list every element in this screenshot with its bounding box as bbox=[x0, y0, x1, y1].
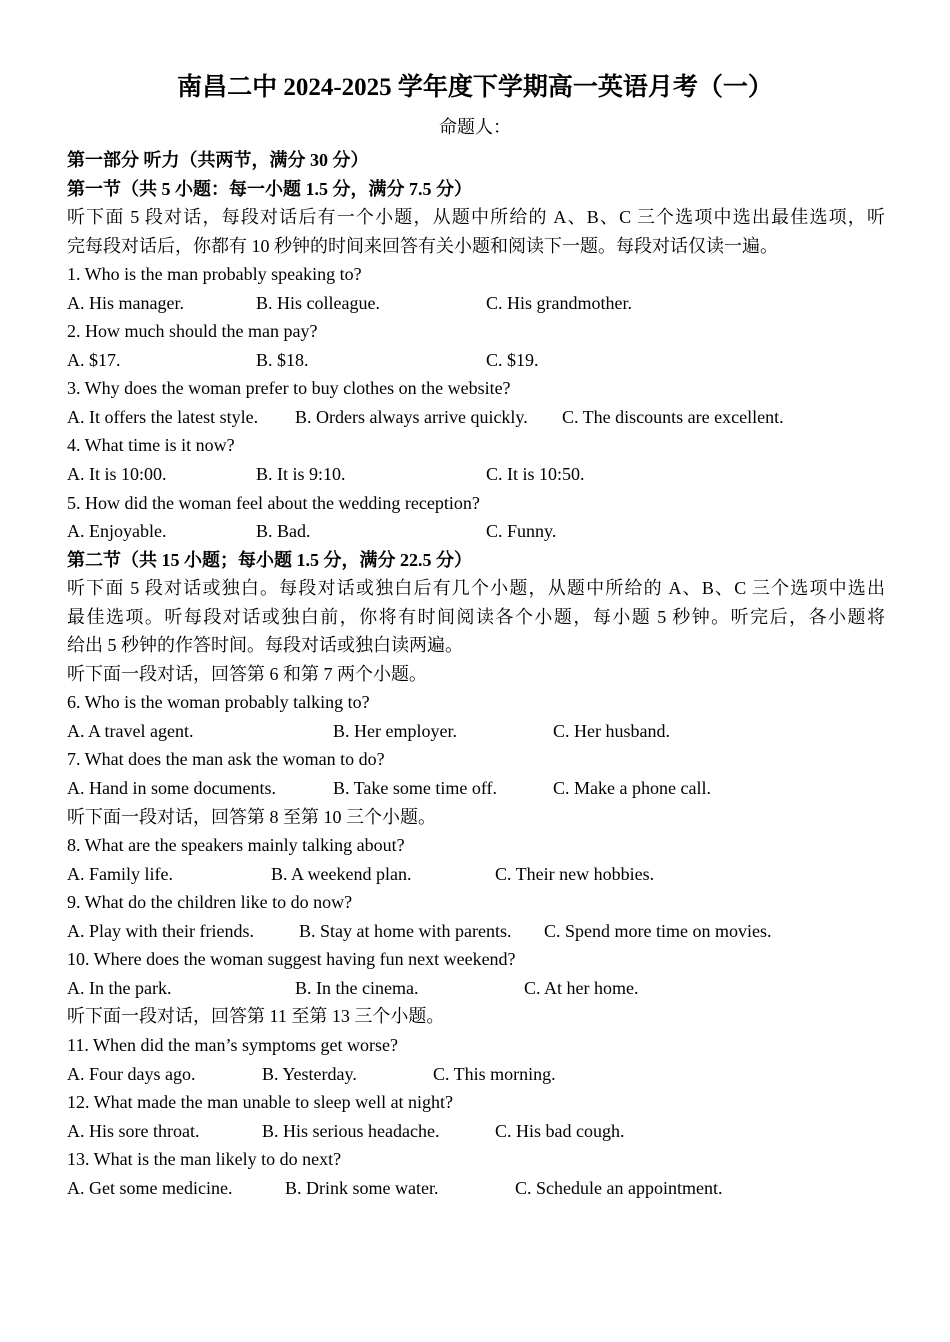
option-c: C. Funny. bbox=[486, 521, 557, 542]
option-b: B. Yesterday. bbox=[262, 1063, 357, 1084]
option-b: B. His serious headache. bbox=[262, 1120, 440, 1141]
question-stem: 2. How much should the man pay? bbox=[67, 321, 318, 342]
section1-instruction-line: 听下面 5 段对话，每段对话后有一个小题，从题中所给的 A、B、C 三个选项中选出最佳选项，听 bbox=[67, 207, 885, 228]
question-stem: 1. Who is the man probably speaking to? bbox=[67, 264, 362, 285]
question-stem: 7. What does the man ask the woman to do? bbox=[67, 749, 385, 770]
option-b: B. Her employer. bbox=[333, 720, 457, 741]
question-stem: 4. What time is it now? bbox=[67, 435, 235, 456]
option-b: B. His colleague. bbox=[256, 292, 380, 313]
question-stem: 9. What do the children like to do now? bbox=[67, 892, 353, 913]
option-c: C. $19. bbox=[486, 349, 539, 370]
exam-body bbox=[67, 146, 885, 1202]
section2-instruction-line: 听下面 5 段对话或独白。每段对话或独白后有几个小题，从题中所给的 A、B、C 三个选项中选出 bbox=[67, 578, 885, 599]
question-options bbox=[67, 1060, 885, 1089]
option-c: C. His grandmother. bbox=[486, 292, 632, 313]
option-b: B. It is 9:10. bbox=[256, 464, 346, 485]
question-stem: 11. When did the man’s symptoms get worse? bbox=[67, 1034, 398, 1055]
question-options bbox=[67, 346, 885, 375]
option-a: A. Get some medicine. bbox=[67, 1177, 233, 1198]
part1-heading: 第一部分 听力（共两节，满分 30 分） bbox=[67, 150, 369, 170]
option-c: C. His bad cough. bbox=[495, 1120, 625, 1141]
section1-heading: 第一节（共 5 小题：每一小题 1.5 分，满分 7.5 分） bbox=[67, 178, 472, 199]
question-stem: 8. What are the speakers mainly talking about? bbox=[67, 835, 405, 856]
question-options bbox=[67, 860, 885, 889]
question-options bbox=[67, 403, 885, 432]
option-a: A. Hand in some documents. bbox=[67, 778, 276, 799]
question-options bbox=[67, 974, 885, 1003]
question-options bbox=[67, 289, 885, 318]
option-a: A. His manager. bbox=[67, 292, 184, 313]
option-b: B. In the cinema. bbox=[295, 977, 419, 998]
page-title: 南昌二中 2024-2025 学年度下学期高一英语月考（一） bbox=[177, 74, 773, 101]
option-c: C. Spend more time on movies. bbox=[544, 920, 772, 941]
section2-instruction-line: 给出 5 秒钟的作答时间。每段对话或独白读两遍。 bbox=[67, 635, 463, 656]
question-options bbox=[67, 717, 885, 746]
section2-instruction-line: 最佳选项。听每段对话或独白前，你将有时间阅读各个小题，每小题 5 秒钟。听完后，各小题将 bbox=[67, 606, 885, 627]
option-c: C. This morning. bbox=[433, 1063, 556, 1084]
option-c: C. Her husband. bbox=[553, 720, 670, 741]
option-c: C. The discounts are excellent. bbox=[562, 406, 784, 427]
question-options bbox=[67, 774, 885, 803]
question-stem: 12. What made the man unable to sleep well at night? bbox=[67, 1092, 454, 1113]
question-options bbox=[67, 517, 885, 546]
section2-heading: 第二节（共 15 小题；每小题 1.5 分，满分 22.5 分） bbox=[67, 549, 472, 570]
option-a: A. It is 10:00. bbox=[67, 464, 167, 485]
option-a: A. Four days ago. bbox=[67, 1063, 196, 1084]
option-c: C. At her home. bbox=[524, 977, 639, 998]
option-b: B. $18. bbox=[256, 349, 309, 370]
question-options bbox=[67, 1174, 885, 1203]
option-b: B. Orders always arrive quickly. bbox=[295, 406, 528, 427]
option-b: B. Take some time off. bbox=[333, 778, 498, 799]
section1-instruction-line: 完每段对话后，你都有 10 秒钟的时间来回答有关小题和阅读下一题。每段对话仅读一遍。 bbox=[67, 235, 778, 256]
option-b: B. Drink some water. bbox=[285, 1177, 439, 1198]
option-a: A. In the park. bbox=[67, 977, 172, 998]
option-a: A. A travel agent. bbox=[67, 720, 194, 741]
option-b: B. Bad. bbox=[256, 521, 311, 542]
option-b: B. Stay at home with parents. bbox=[299, 920, 512, 941]
question-stem: 13. What is the man likely to do next? bbox=[67, 1149, 342, 1170]
question-options bbox=[67, 917, 885, 946]
option-a: A. His sore throat. bbox=[67, 1120, 200, 1141]
option-c: C. It is 10:50. bbox=[486, 464, 585, 485]
dialog-note: 听下面一段对话，回答第 8 至第 10 三个小题。 bbox=[67, 806, 436, 827]
option-a: A. $17. bbox=[67, 349, 121, 370]
option-a: A. Play with their friends. bbox=[67, 920, 254, 941]
option-a: A. Enjoyable. bbox=[67, 521, 167, 542]
question-stem: 10. Where does the woman suggest having fun next weekend? bbox=[67, 949, 516, 970]
question-stem: 3. Why does the woman prefer to buy clothes on the website? bbox=[67, 378, 511, 399]
question-stem: 5. How did the woman feel about the wedding reception? bbox=[67, 492, 480, 513]
option-a: A. It offers the latest style. bbox=[67, 406, 259, 427]
dialog-note: 听下面一段对话，回答第 11 至第 13 三个小题。 bbox=[67, 1006, 445, 1027]
option-a: A. Family life. bbox=[67, 863, 173, 884]
question-options bbox=[67, 460, 885, 489]
option-c: C. Schedule an appointment. bbox=[515, 1177, 723, 1198]
author-line: 命题人： bbox=[439, 117, 511, 137]
option-c: C. Their new hobbies. bbox=[495, 863, 655, 884]
option-c: C. Make a phone call. bbox=[553, 778, 711, 799]
question-stem: 6. Who is the woman probably talking to? bbox=[67, 692, 370, 713]
dialog-note: 听下面一段对话，回答第 6 和第 7 两个小题。 bbox=[67, 663, 427, 684]
question-options bbox=[67, 1117, 885, 1146]
option-b: B. A weekend plan. bbox=[271, 863, 412, 884]
